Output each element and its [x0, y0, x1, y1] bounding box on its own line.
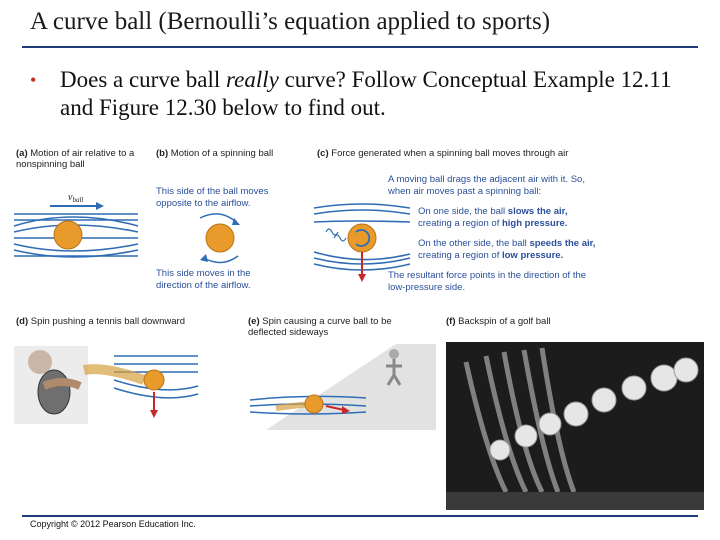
- note-b-bottom: This side moves in the direction of the airflow.: [156, 268, 251, 291]
- turbulence: [326, 229, 346, 241]
- note-b-top: This side of the ball moves opposite to the airflow.: [156, 186, 269, 209]
- spin-arrowhead-bottom: [200, 254, 208, 262]
- figure-c-force-diagram: [312, 196, 412, 284]
- figure-a-nonspinning-ball: [12, 188, 140, 276]
- force-arrowhead: [358, 274, 366, 282]
- figure-e-curve-ball: [246, 344, 436, 430]
- velocity-label: $v_{ball}$: [68, 192, 84, 204]
- figure-b-spinning-ball: [190, 212, 250, 268]
- spin-arrow-top: [200, 214, 236, 222]
- bullet-item: [30, 66, 700, 122]
- ball: [348, 224, 376, 252]
- note-c-3: On the other side, the ball speeds the air, creating a region of low pressure.: [418, 238, 596, 261]
- pitcher-head: [389, 349, 399, 359]
- force-arrowhead: [150, 410, 158, 418]
- player-head: [28, 350, 52, 374]
- spin-arrow-bottom: [204, 256, 238, 263]
- bullet-text: Does a curve ball really curve? Follow Conceptual Example 12.11 and Figure 12.30 below to find out.: [60, 67, 672, 120]
- copyright-notice: Copyright © 2012 Pearson Education Inc.: [30, 519, 196, 529]
- caption-b: (b) Motion of a spinning ball: [156, 148, 274, 159]
- footer-rule: [22, 515, 698, 517]
- figure-f-golf-photo: [446, 342, 704, 510]
- ball: [54, 221, 82, 249]
- velocity-arrowhead: [96, 202, 104, 210]
- ball: [206, 224, 234, 252]
- ground: [446, 492, 704, 510]
- player-arm: [44, 382, 80, 386]
- ball: [144, 370, 164, 390]
- ball: [305, 395, 323, 413]
- caption-c: (c) Force generated when a spinning ball moves through air: [317, 148, 569, 159]
- title-rule: [22, 46, 698, 48]
- figure-d-tennis-ball: [14, 336, 200, 426]
- caption-e: (e) Spin causing a curve ball to be deflected sideways: [248, 316, 392, 338]
- ball-trail: [84, 369, 144, 380]
- caption-f: (f) Backspin of a golf ball: [446, 316, 551, 327]
- caption-a: (a) Motion of air relative to a nonspinning ball: [16, 148, 135, 170]
- caption-d: (d) Spin pushing a tennis ball downward: [16, 316, 185, 327]
- note-c-2: On one side, the ball slows the air, creating a region of high pressure.: [418, 206, 568, 229]
- bullet-emphasis: really: [226, 67, 279, 92]
- slide-title: A curve ball (Bernoulli’s equation applied to sports): [30, 8, 551, 35]
- note-c-4: The resultant force points in the direction of the low-pressure side.: [388, 270, 587, 293]
- pitch-path-shadow: [266, 344, 436, 430]
- racket-icon: [38, 370, 70, 414]
- note-c-1: A moving ball drags the adjacent air with it. So, when air moves past a spinning ball:: [388, 174, 585, 197]
- bullet-icon: •: [30, 70, 37, 90]
